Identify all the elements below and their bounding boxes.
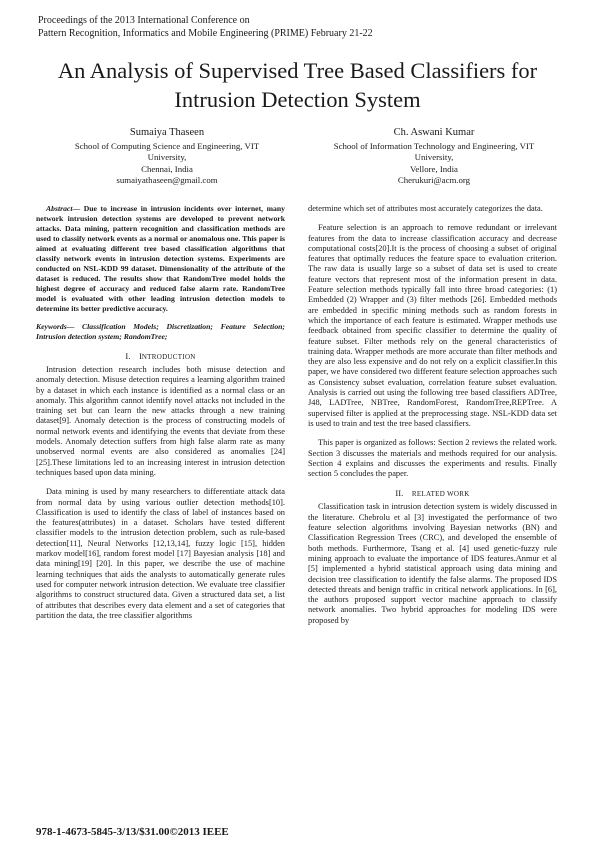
conference-line-1: Proceedings of the 2013 International Conference on <box>38 15 250 26</box>
keywords-text: Classification Models; Discretization; Feature Selection; Intrusion detection system; RandomTree; <box>36 322 285 341</box>
keywords-label: Keywords— <box>36 322 75 331</box>
paper-title <box>20 56 575 114</box>
author-affiliation: School of Computing Science and Engineering, VIT <box>74 140 260 151</box>
keywords <box>36 322 285 342</box>
author-affiliation: School of Information Technology and Engineering, VIT <box>333 140 535 151</box>
feature-selection-paragraph: Feature selection is an approach to remove redundant or irrelevant features from the data to increase classification accuracy and decrease computational costs[20].It is the process of choosing a subset of original features that optimally reduces the feature space to evaluation criterion. The raw data is usually large so a subset of data set is used to create feature vectors that represent most of the information present in data. Feature selection methods typically fall into three broad categories: (1) Embedded (2) Wrapper and (3) filter methods [26]. Embedded methods are embedded in specific mining methods such as random forests in which the importance of each feature is estimated. Wrapper methods use feedback obtained from specific classifier to determine the quality of feature subset. Filter methods rely on the general characteristics of training data. Wrapper methods are more accurate than filter methods and they are also less expensive and do not rely on a explicit classifier.In this paper, we have considered two different feature selection approaches such as Consistency subset evaluation, correlation feature subset evaluation. Analysis is carried out using the following tree based classifiers ADTree, J48, LADTree, NBTree, RandomForest, RandomTree,REPTree. A supervised filter is applied at the preprocessing stage. NSL-KDD data set is used to train and test the tree based classifiers. <box>308 223 557 428</box>
conference-header <box>38 14 373 40</box>
author-email: sumaiyathaseen@gmail.com <box>116 175 218 185</box>
abstract-text: — Due to increase in intrusion incidents over internet, many network intrusion detection systems are developed to prevent network attacks. Data mining, pattern recognition and classification methods are used to classify network events as a normal or anomalous one. This paper is aimed at evaluating different tree based classification algorithms that classify network events in intrusion detection systems. Experiments are conducted on NSL-KDD 99 dataset. Dimensionality of the attribute of the dataset is reduced. The results show that RandomTree model holds the highest degree of accuracy and reduced false alarm rate. RandomTree model is evaluated with other leading intrusion detection models to determine its better predictive accuracy. <box>36 204 285 313</box>
author-block-2 <box>299 127 569 187</box>
conference-line-2: Pattern Recognition, Informatics and Mobile Engineering (PRIME) February 21-22 <box>38 28 373 39</box>
author-affiliation-2: University, <box>147 152 187 162</box>
author-city: Vellore, India <box>410 163 458 174</box>
intro-paragraph-2: Data mining is used by many researchers to differentiate attack data from normal data by using various outlier detection methods[10]. Classification is used to identify the class of label of instances based on the features(attributes) in a dataset. Scholars have tested different classifier models to the intrusion detection problem, such as rule-based detection[11], Neural Networks [12,13,14], fuzzy logic [15], hidden markov model[16], random forest model [17] Bayesian analysis [18] and data mining[19] [20]. In this paper, we describe the use of machine learning techniques that aids the analysts to automatically generate rules used for computer network intrusion detection. We evaluate tree classifier algorithms to construct structured data. Given a structured data set, a list of attributes that describes every data element and a set of categories that partition the data, the tree classifier algorithms <box>36 487 285 620</box>
isbn-footer: 978-1-4673-5845-3/13/$31.00©2013 IEEE <box>36 826 229 838</box>
title-line-2: Intrusion Detection System <box>174 87 421 112</box>
author-city: Chennai, India <box>141 163 193 174</box>
author-block-1 <box>32 127 302 187</box>
author-email: Cherukuri@acm.org <box>397 175 471 185</box>
title-line-1: An Analysis of Supervised Tree Based Classifiers for <box>57 58 538 83</box>
abstract-label: Abstract <box>46 204 73 213</box>
organization-paragraph: This paper is organized as follows: Section 2 reviews the related work. Section 3 discusses the materials and methods required for our analysis. Section 4 explains and discusses the experiments and results. Finally section 5 concludes the paper. <box>308 438 557 479</box>
author-affiliation-2: University, <box>414 152 454 162</box>
author-name: Sumaiya Thaseen <box>129 127 205 138</box>
intro-paragraph-1: Intrusion detection research includes both misuse detection and anomaly detection. Misuse detection requires a learning algorithm trained by a dataset in which each instance is identified as a normal class or an anomaly. This algorithm cannot identify novel attacks not included in the training set but can learn the new attacks through a new training dataset[9]. Anomaly detection is the process of constructing models of normal network events and identifying the events that deviate from these models. Anomaly detection suffers from high false alarm rate as many unobserved normal events are also considered as anomalies [24] [25].These limitations led to an increasing interest in intrusion detection techniques based upon data mining. <box>36 365 285 477</box>
intro-paragraph-continued: determine which set of attributes most accurately categorizes the data. <box>308 204 543 213</box>
left-column <box>36 204 285 621</box>
related-work-paragraph: Classification task in intrusion detection system is widely discussed in the literature. Chebrolu et al [3] investigated the performance of two feature selection algorithms involving Bayesian networks (BN) and Classification Regression Trees (CRC), and developed the ensemble of both methods. Furthermore, Tsang et al. [4] used genetic-fuzzy rule mining approach to evaluate the importance of IDS features.Anmur et al [5] implemented a hybrid statistical approach using data mining and decision tree classification to identify the false alarms. The proposed IDS detected threats and benign traffic in critical network applications. In [6], the authors proposed support vector machine approach to classify network anomalies. Two hybrid approaches for modeling IDS were proposed by <box>308 502 557 625</box>
author-name: Ch. Aswani Kumar <box>393 127 475 138</box>
section-heading-introduction: I. INTRODUCTION <box>125 351 196 361</box>
section-heading-related-work: II. RELATED WORK <box>395 488 470 499</box>
right-column <box>308 204 557 626</box>
abstract <box>36 204 285 314</box>
